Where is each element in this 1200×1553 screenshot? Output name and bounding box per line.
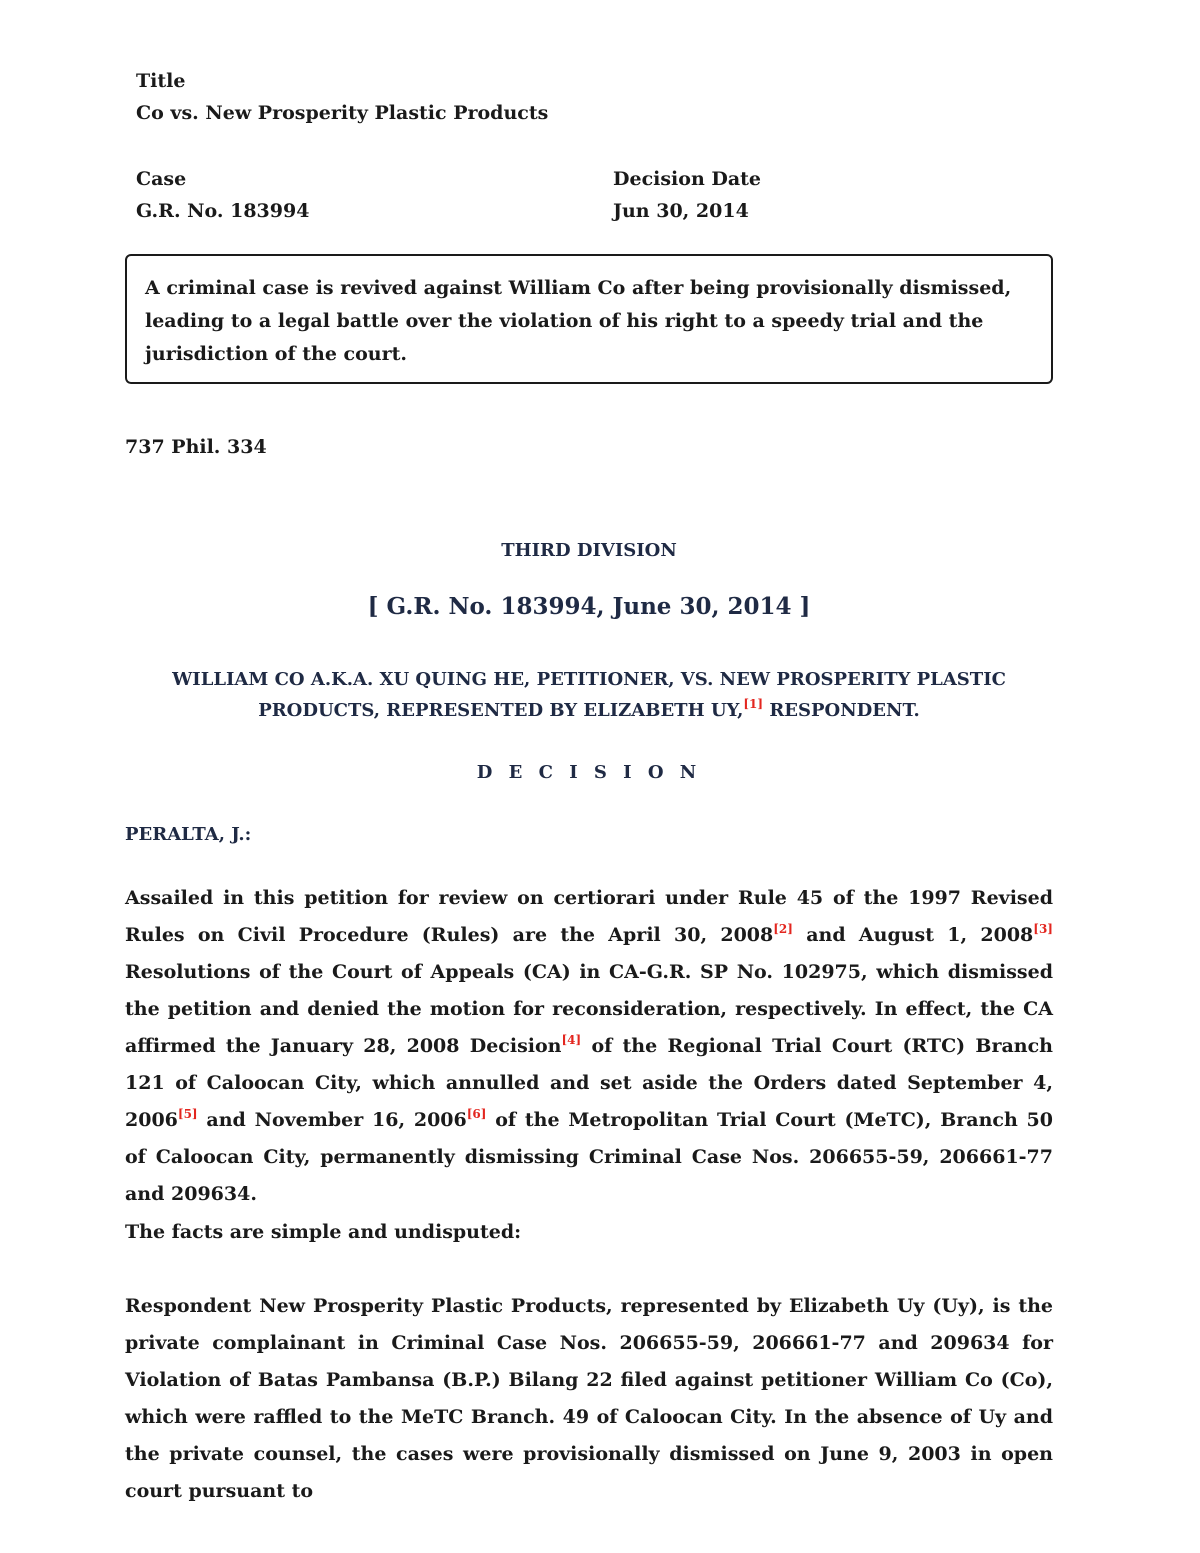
paragraph-1 [125,880,1053,1213]
footnote-link-5[interactable]: [5] [177,1107,198,1121]
summary-box [125,254,1053,384]
paragraph-3: Respondent New Prosperity Plastic Products, represented by Elizabeth Uy (Uy), is the private complainant in Criminal Case Nos. 206655-59, 206661-77 and 209634 for Violation of Batas Pambansa (B.P.) Bilang 22 filed against petitioner William Co (Co), which were raffled to the MeTC Branch. 49 of Caloocan City. In the absence of Uy and the private counsel, the cases were provisionally dismissed on June 9, 2003 in open court pursuant to [125,1295,1053,1502]
summary-text: A criminal case is revived against William Co after being provisionally dismissed, leading to a legal battle over the violation of his right to a speedy trial and the jurisdiction of the court. [145,277,1012,365]
title-label: Title [136,70,186,92]
case-number: G.R. No. 183994 [136,200,310,222]
footnote-link-2[interactable]: [2] [773,922,793,936]
ponente: PERALTA, J.: [125,824,252,845]
case-title: Co vs. New Prosperity Plastic Products [136,102,549,124]
division-heading: THIRD DIVISION [501,540,677,561]
parties-suffix: RESPONDENT. [763,700,920,721]
footnote-link-3[interactable]: [3] [1033,922,1053,936]
para1-segment: and August 1, 2008 [792,924,1034,946]
parties-heading [125,664,1053,726]
citation: 737 Phil. 334 [125,436,267,458]
case-label: Case [136,168,187,190]
para1-segment: of the Metropolitan Trial Court (MeTC), Branch 50 of Caloocan City, permanently dismissing Criminal Case Nos. 206655-59, 206661-77 and 209634. [125,1109,1053,1205]
para1-segment: Resolutions of the Court of Appeals (CA) in CA-G.R. SP No. 102975, which dismissed the petition and denied the motion for reconsideration, respectively. In effect, the CA affirmed the January 28, 2008 Decision [125,961,1053,1057]
gr-heading: [ G.R. No. 183994, June 30, 2014 ] [367,593,811,620]
footnote-link-6[interactable]: [6] [466,1107,487,1121]
footnote-link-4[interactable]: [4] [561,1033,582,1047]
para1-segment: Assailed in this petition for review on certiorari under Rule 45 of the 1997 Revised Rules on Civil Procedure (Rules) are the April 30, 2008 [125,887,1053,946]
decision-date-label: Decision Date [613,168,762,190]
parties-text: WILLIAM CO A.K.A. XU QUING HE, PETITIONER, VS. NEW PROSPERITY PLASTIC PRODUCTS, REPRESENTED BY ELIZABETH UY, [172,669,1006,721]
decision-date: Jun 30, 2014 [613,200,749,222]
footnote-link-1[interactable]: [1] [743,697,764,711]
para1-segment: and November 16, 2006 [197,1109,467,1131]
paragraph-2: The facts are simple and undisputed: [125,1221,522,1243]
para1-segment: of the Regional Trial Court (RTC) Branch 121 of Caloocan City, which annulled and set aside the Orders dated September 4, 2006 [125,1035,1053,1131]
decision-heading: D E C I S I O N [476,762,702,783]
